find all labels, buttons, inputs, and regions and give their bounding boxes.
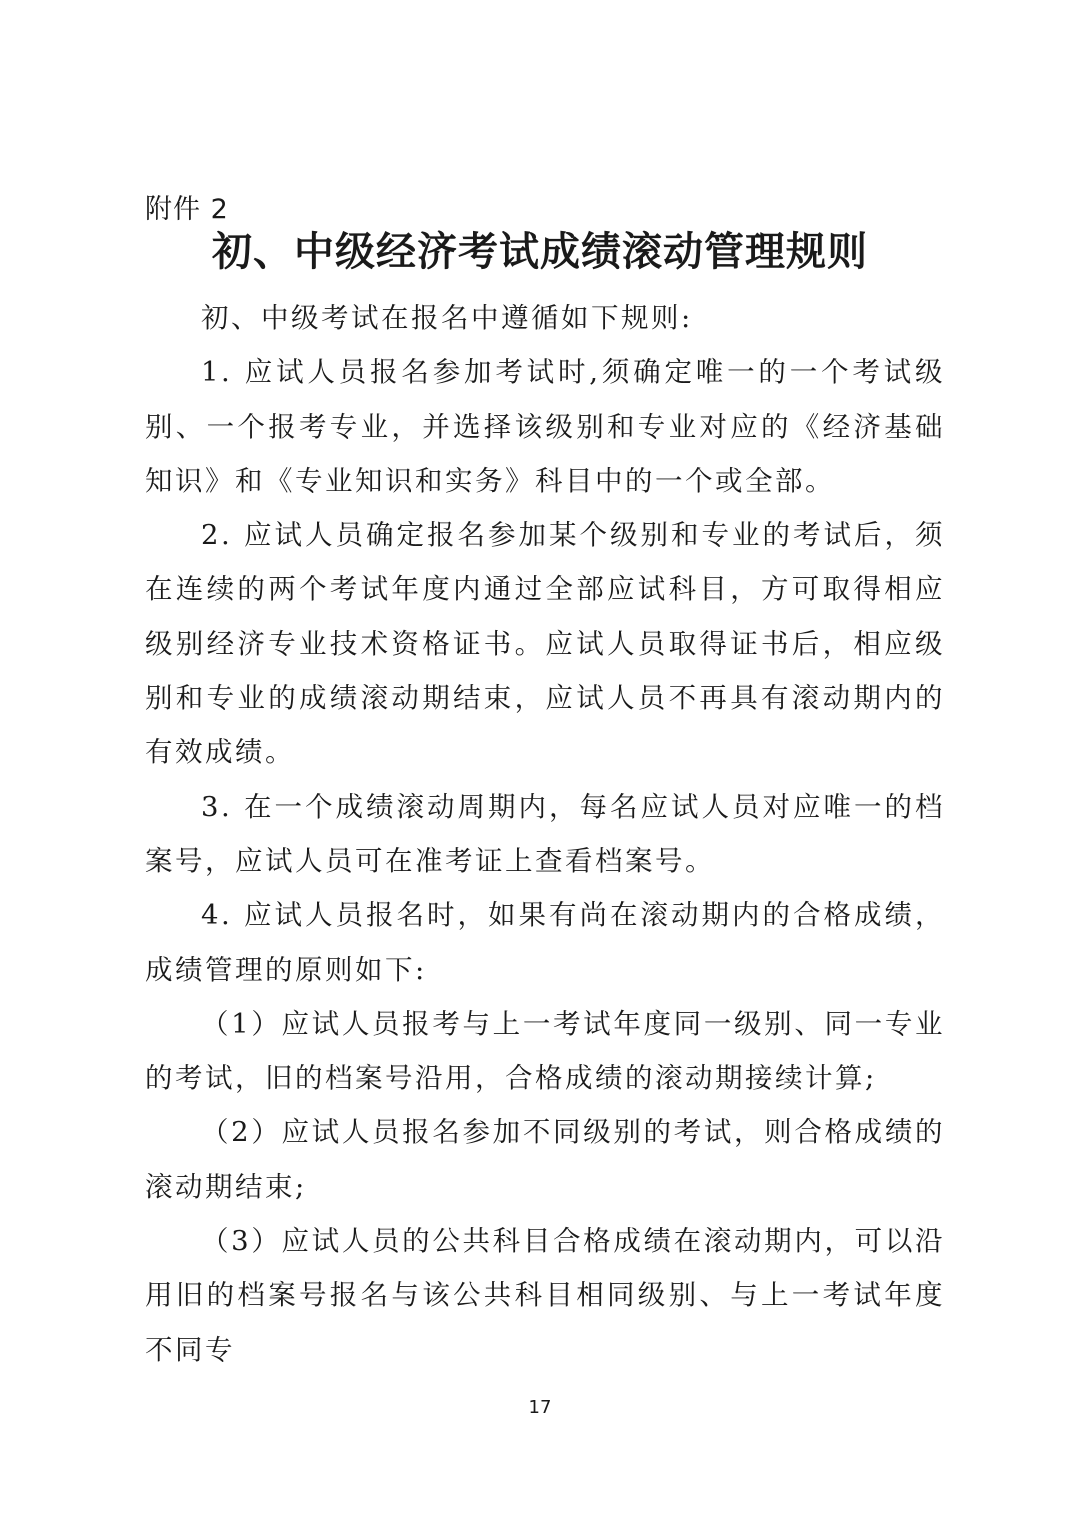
rule-2-paragraph: 2. 应试人员确定报名参加某个级别和专业的考试后，须在连续的两个考试年度内通过全部应试科目，方可取得相应级别经济专业技术资格证书。应试人员取得证书后，相应级别和专业的成绩滚动期结束，应试人员不再具有滚动期内的有效成绩。 bbox=[145, 519, 945, 769]
document-body bbox=[145, 291, 945, 1377]
rule-1-paragraph: 1. 应试人员报名参加考试时,须确定唯一的一个考试级别、一个报考专业，并选择该级别和专业对应的《经济基础知识》和《专业知识和实务》科目中的一个或全部。 bbox=[145, 356, 945, 497]
attachment-label: 附件 2 bbox=[145, 194, 229, 225]
rule-3-paragraph: 3. 在一个成绩滚动周期内，每名应试人员对应唯一的档案号，应试人员可在准考证上查看档案号。 bbox=[145, 790, 945, 877]
rule-4-paragraph: 4. 应试人员报名时，如果有尚在滚动期内的合格成绩，成绩管理的原则如下: bbox=[145, 899, 945, 986]
rule-4-sub-3-paragraph: （3）应试人员的公共科目合格成绩在滚动期内，可以沿用旧的档案号报名与该公共科目相同级别、与上一考试年度不同专 bbox=[145, 1225, 945, 1366]
page-number: 17 bbox=[528, 1397, 552, 1418]
rule-4-sub-2-paragraph: （2）应试人员报名参加不同级别的考试，则合格成绩的滚动期结束; bbox=[145, 1116, 945, 1203]
document-title: 初、中级经济考试成绩滚动管理规则 bbox=[212, 229, 868, 275]
rule-4-sub-1-paragraph: （1）应试人员报考与上一考试年度同一级别、同一专业的考试，旧的档案号沿用，合格成绩的滚动期接续计算; bbox=[145, 1007, 945, 1095]
intro-paragraph: 初、中级考试在报名中遵循如下规则: bbox=[201, 302, 693, 334]
